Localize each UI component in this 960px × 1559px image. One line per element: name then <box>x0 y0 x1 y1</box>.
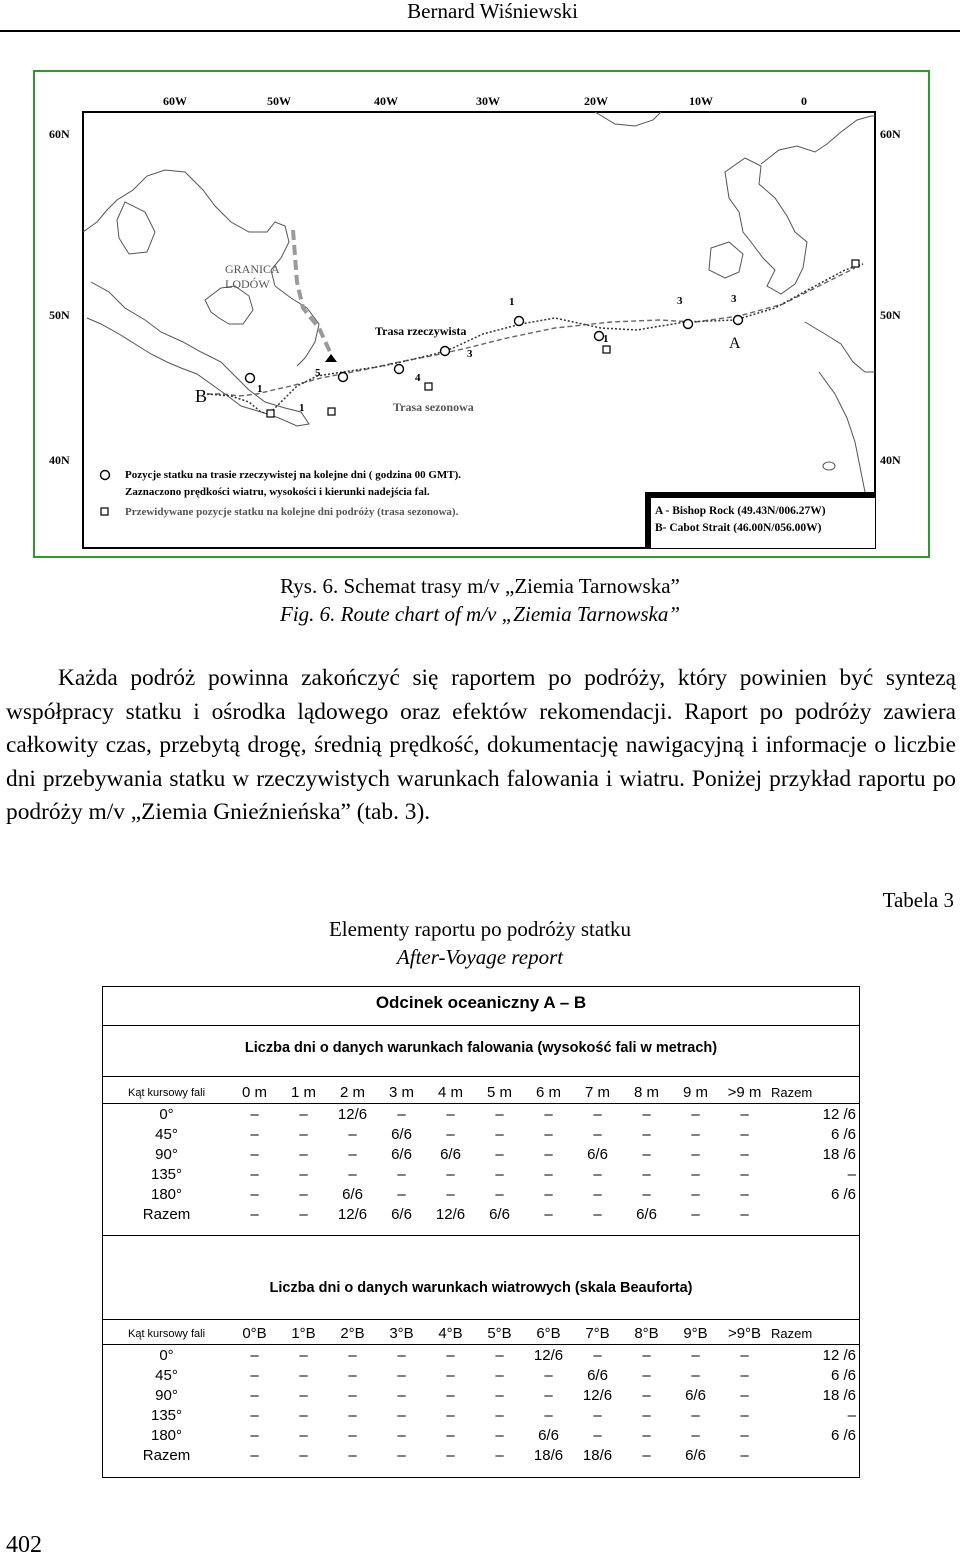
table-cell: 6/6 <box>489 1205 510 1223</box>
row-label: 45° <box>155 1125 178 1143</box>
table-cell: – <box>446 1165 455 1183</box>
lon-label-0: 0 <box>801 94 807 108</box>
column-header: 8 m <box>622 1082 671 1104</box>
table-cell: – <box>446 1125 455 1143</box>
figure-caption-en: Fig. 6. Route chart of m/v „Ziemia Tarnowska” <box>280 602 680 626</box>
table-cell <box>769 1204 859 1224</box>
table-cell: 18/6 <box>582 1446 613 1464</box>
table-cell: – <box>250 1125 259 1143</box>
table-cell: – <box>593 1165 602 1183</box>
table-cell: 6 /6 <box>830 1366 856 1384</box>
table-cell: – <box>495 1446 504 1464</box>
column-header: 9°B <box>671 1323 720 1345</box>
table-cell: – <box>544 1165 553 1183</box>
actual-route-label: Trasa rzeczywista <box>375 324 467 338</box>
route-map <box>35 72 928 556</box>
row-label: 135° <box>150 1406 183 1424</box>
table-cell: – <box>740 1366 749 1384</box>
row-label: Razem <box>142 1205 191 1223</box>
column-header: 5 m <box>475 1082 524 1104</box>
table-header-row <box>103 1082 859 1104</box>
table-number-label: Tabela 3 <box>882 888 954 912</box>
table-cell: – <box>446 1366 455 1384</box>
column-header: 0°B <box>230 1323 279 1345</box>
wave-table <box>103 1082 859 1224</box>
table-cell: – <box>593 1346 602 1364</box>
table-row <box>103 1445 859 1465</box>
table-cell: – <box>446 1386 455 1404</box>
coastlines <box>83 112 875 512</box>
column-header: 6 m <box>524 1082 573 1104</box>
lon-label-40w: 40W <box>374 94 398 108</box>
svg-text:1: 1 <box>257 383 263 395</box>
table-cell: – <box>348 1145 357 1163</box>
column-header: 1°B <box>279 1323 328 1345</box>
table-cell: – <box>348 1446 357 1464</box>
table-cell: – <box>397 1426 406 1444</box>
table-row <box>103 1124 859 1144</box>
column-header: 6°B <box>524 1323 573 1345</box>
column-header: 3 m <box>377 1082 426 1104</box>
table-row <box>103 1425 859 1445</box>
table-cell: – <box>495 1366 504 1384</box>
table-cell: – <box>397 1165 406 1183</box>
table-cell: 12 /6 <box>822 1346 856 1364</box>
table-header-row <box>103 1323 859 1345</box>
column-header: 3°B <box>377 1323 426 1345</box>
table-cell: – <box>397 1346 406 1364</box>
seasonal-route-label: Trasa sezonowa <box>393 400 474 414</box>
table-cell: – <box>593 1105 602 1123</box>
row-label: 90° <box>155 1145 178 1163</box>
table-cell: – <box>250 1386 259 1404</box>
svg-text:3: 3 <box>467 348 473 360</box>
table-cell: 12 /6 <box>822 1105 856 1123</box>
table-cell: – <box>740 1185 749 1203</box>
table-cell: 6 /6 <box>830 1426 856 1444</box>
legend-seasonal-icon <box>101 508 108 515</box>
table-cell: – <box>740 1205 749 1223</box>
table-cell: – <box>495 1185 504 1203</box>
row-label: 0° <box>159 1346 174 1364</box>
table-cell: – <box>299 1406 308 1424</box>
wind-marks <box>257 293 737 414</box>
table-cell: – <box>740 1426 749 1444</box>
table-title-en: After-Voyage report <box>396 945 564 969</box>
table-cell: 12/6 <box>533 1346 564 1364</box>
table-cell: – <box>250 1426 259 1444</box>
table-cell: 6/6 <box>342 1185 363 1203</box>
table-row <box>103 1345 859 1366</box>
figure-caption-pl: Rys. 6. Schemat trasy m/v „Ziemia Tarnowska” <box>280 574 680 598</box>
actual-route <box>207 264 863 414</box>
table-cell: – <box>642 1446 651 1464</box>
table-cell: – <box>446 1426 455 1444</box>
table-cell: – <box>740 1446 749 1464</box>
table-cell: – <box>495 1386 504 1404</box>
row-label: 180° <box>150 1426 183 1444</box>
table-cell: – <box>250 1105 259 1123</box>
table-cell: – <box>250 1366 259 1384</box>
table-cell: – <box>446 1446 455 1464</box>
table-cell: 18 /6 <box>822 1145 856 1163</box>
table-cell: 6/6 <box>538 1426 559 1444</box>
table-cell: – <box>299 1145 308 1163</box>
table-cell: – <box>250 1446 259 1464</box>
table-cell: – <box>642 1185 651 1203</box>
table-cell: – <box>446 1105 455 1123</box>
table-cell: – <box>691 1145 700 1163</box>
table-cell: – <box>299 1346 308 1364</box>
wind-table <box>103 1323 859 1465</box>
table-cell: – <box>691 1406 700 1424</box>
table-cell: – <box>593 1125 602 1143</box>
row-label: 45° <box>155 1366 178 1384</box>
column-header: 4 m <box>426 1082 475 1104</box>
seasonal-route-positions <box>267 260 859 417</box>
table-cell: – <box>250 1165 259 1183</box>
table-cell: – <box>299 1125 308 1143</box>
table-cell: – <box>299 1426 308 1444</box>
table-cell: 12/6 <box>337 1105 368 1123</box>
table-cell: – <box>397 1446 406 1464</box>
table-cell: – <box>740 1346 749 1364</box>
column-header: Kąt kursowy fali <box>103 1082 230 1104</box>
lon-label-10w: 10W <box>689 94 713 108</box>
table-cell: – <box>740 1386 749 1404</box>
column-header: 7 m <box>573 1082 622 1104</box>
table-cell: – <box>299 1105 308 1123</box>
table-cell: – <box>593 1406 602 1424</box>
table-cell: 12/6 <box>435 1205 466 1223</box>
wave-table-body <box>103 1082 859 1224</box>
table-cell: – <box>544 1105 553 1123</box>
table-row <box>103 1385 859 1405</box>
svg-text:4: 4 <box>415 372 421 384</box>
table-cell: 6 /6 <box>830 1185 856 1203</box>
table-cell: – <box>740 1165 749 1183</box>
row-label: 180° <box>150 1185 183 1203</box>
table-cell: – <box>740 1145 749 1163</box>
column-header: >9°B <box>720 1323 769 1345</box>
svg-text:3: 3 <box>677 295 683 307</box>
table-cell: – <box>593 1185 602 1203</box>
lon-label-50w: 50W <box>267 94 291 108</box>
column-header: Kąt kursowy fali <box>103 1323 230 1345</box>
lat-label-40n-right: 40N <box>880 453 901 467</box>
table-cell: 6/6 <box>391 1205 412 1223</box>
table-cell: 6/6 <box>636 1205 657 1223</box>
table-cell: 12/6 <box>582 1386 613 1404</box>
table-cell: – <box>348 1366 357 1384</box>
table-cell: – <box>691 1205 700 1223</box>
table-cell: – <box>495 1406 504 1424</box>
table-cell: – <box>642 1366 651 1384</box>
table-cell: – <box>691 1346 700 1364</box>
route-chart-figure <box>33 70 930 558</box>
table-cell: 18/6 <box>533 1446 564 1464</box>
table-row <box>103 1164 859 1184</box>
table-cell: 6 /6 <box>830 1125 856 1143</box>
table-cell: – <box>446 1185 455 1203</box>
row-label: Razem <box>142 1446 191 1464</box>
table-cell: – <box>544 1386 553 1404</box>
section-title: Odcinek oceaniczny A – B <box>375 993 587 1012</box>
column-header: 1 m <box>279 1082 328 1104</box>
table-cell: 6/6 <box>391 1125 412 1143</box>
page-number: 402 <box>6 1532 42 1558</box>
point-a-label: A <box>729 335 741 352</box>
column-header: 0 m <box>230 1082 279 1104</box>
table-cell: – <box>495 1346 504 1364</box>
table-cell: – <box>397 1406 406 1424</box>
table-cell: 18 /6 <box>822 1386 856 1404</box>
table-cell: 12/6 <box>337 1205 368 1223</box>
wave-section-title: Liczba dni o danych warunkach falowania (wysokość fali w metrach) <box>244 1040 718 1056</box>
point-b-label: B <box>195 386 208 406</box>
table-cell: – <box>740 1105 749 1123</box>
ice-limit-label-line1: GRANICA <box>225 262 280 276</box>
lat-label-60n-left: 60N <box>49 127 70 141</box>
svg-text:1: 1 <box>603 333 609 345</box>
table-cell: – <box>544 1406 553 1424</box>
legend-line-2: Zaznaczono prędkości wiatru, wysokości i kierunki nadejścia fal. <box>125 486 430 498</box>
legend-line-3: Przewidywane pozycje statku na kolejne dni podróży (trasa sezonowa). <box>125 506 459 518</box>
table-cell: – <box>593 1205 602 1223</box>
svg-text:1: 1 <box>299 402 305 414</box>
table-cell: – <box>593 1426 602 1444</box>
table-cell: – <box>740 1406 749 1424</box>
running-header <box>0 0 960 32</box>
table-row <box>103 1104 859 1125</box>
table-cell: – <box>250 1205 259 1223</box>
table-cell: – <box>740 1125 749 1143</box>
column-header: 5°B <box>475 1323 524 1345</box>
table-cell: 6/6 <box>685 1446 706 1464</box>
table-cell: – <box>299 1446 308 1464</box>
ice-limit-label-line2: LODÓW <box>225 277 270 291</box>
lat-label-60n-right: 60N <box>880 127 901 141</box>
author-name: Bernard Wiśniewski <box>407 0 578 23</box>
table-cell: – <box>544 1125 553 1143</box>
table-cell: – <box>495 1145 504 1163</box>
column-header: 4°B <box>426 1323 475 1345</box>
column-header: 7°B <box>573 1323 622 1345</box>
seasonal-route <box>207 268 855 396</box>
lon-label-20w: 20W <box>584 94 608 108</box>
column-header: Razem <box>769 1323 859 1345</box>
table-cell: – <box>642 1125 651 1143</box>
paragraph-text: Każda podróż powinna zakończyć się raportem po podróży, który powinien być syntezą współpracy statku i ośrodka lądowego oraz efektów rekomendacji. Raport po podróży zawiera całkowity czas, przebytą drogę, średnią prędkość, dokumentację nawigacyjną i informacje o liczbie dni przebywania statku w rzeczywistych warunkach falowania i wiatru. Poniżej przykład raportu po podróży m/v „Ziemia Gnieźnieńska” (tab. 3). <box>6 665 956 825</box>
table-cell: – <box>642 1386 651 1404</box>
point-b-definition: B- Cabot Strait (46.00N/056.00W) <box>655 522 822 534</box>
row-label: 90° <box>155 1386 178 1404</box>
table-row <box>103 1204 859 1224</box>
column-header: Razem <box>769 1082 859 1104</box>
table-cell: – <box>250 1185 259 1203</box>
table-cell: – <box>250 1145 259 1163</box>
wind-table-body <box>103 1323 859 1465</box>
table-cell: 6/6 <box>440 1145 461 1163</box>
table-cell: – <box>348 1125 357 1143</box>
table-cell: – <box>495 1125 504 1143</box>
lat-label-50n-right: 50N <box>880 308 901 322</box>
table-cell: – <box>299 1386 308 1404</box>
table-cell: – <box>642 1346 651 1364</box>
legend-actual-icon <box>101 471 110 480</box>
table-cell: – <box>495 1165 504 1183</box>
lon-label-30w: 30W <box>476 94 500 108</box>
table-cell: – <box>348 1386 357 1404</box>
table-cell: – <box>250 1346 259 1364</box>
table-cell: – <box>691 1366 700 1384</box>
table-cell: – <box>544 1205 553 1223</box>
svg-text:1: 1 <box>509 296 515 308</box>
lat-label-40n-left: 40N <box>49 453 70 467</box>
svg-text:5: 5 <box>315 367 321 379</box>
table-row <box>103 1184 859 1204</box>
table-cell: – <box>348 1406 357 1424</box>
table-cell: – <box>642 1165 651 1183</box>
point-a-definition: A - Bishop Rock (49.43N/006.27W) <box>655 505 826 517</box>
table-cell: – <box>348 1426 357 1444</box>
table-cell: – <box>642 1426 651 1444</box>
column-header: 2°B <box>328 1323 377 1345</box>
table-cell: – <box>495 1105 504 1123</box>
body-paragraph <box>6 662 956 830</box>
table-cell: 6/6 <box>587 1145 608 1163</box>
svg-text:3: 3 <box>731 293 737 305</box>
table-cell: – <box>847 1165 856 1183</box>
table-cell <box>769 1445 859 1465</box>
table-cell: – <box>847 1406 856 1424</box>
ice-limit-line <box>293 230 331 354</box>
table-cell: – <box>544 1145 553 1163</box>
wind-section-title: Liczba dni o danych warunkach wiatrowych (skala Beauforta) <box>269 1280 693 1296</box>
table-cell: 6/6 <box>685 1386 706 1404</box>
table-cell: – <box>299 1205 308 1223</box>
table-cell: – <box>250 1406 259 1424</box>
legend-line-1: Pozycje statku na trasie rzeczywistej na kolejne dni ( godzina 00 GMT). <box>125 469 462 481</box>
table-cell: 6/6 <box>587 1366 608 1384</box>
table-cell: – <box>446 1406 455 1424</box>
table-row <box>103 1144 859 1164</box>
table-cell: – <box>348 1165 357 1183</box>
table-cell: – <box>397 1366 406 1384</box>
table-row <box>103 1365 859 1385</box>
table-cell: – <box>642 1145 651 1163</box>
table-cell: – <box>397 1185 406 1203</box>
lon-label-60w: 60W <box>163 94 187 108</box>
table-cell: – <box>642 1406 651 1424</box>
table-row <box>103 1405 859 1425</box>
table-cell: – <box>299 1165 308 1183</box>
table-cell: – <box>397 1386 406 1404</box>
row-label: 0° <box>159 1105 174 1123</box>
table-cell: – <box>544 1366 553 1384</box>
table-cell: – <box>299 1185 308 1203</box>
table-cell: – <box>691 1125 700 1143</box>
table-title-pl: Elementy raportu po podróży statku <box>328 917 632 941</box>
column-header: >9 m <box>720 1082 769 1104</box>
table-cell: – <box>642 1105 651 1123</box>
ice-limit-arrow-icon <box>325 354 337 362</box>
table-cell: – <box>544 1185 553 1203</box>
table-cell: – <box>299 1366 308 1384</box>
table-cell: – <box>691 1105 700 1123</box>
table-cell: – <box>446 1346 455 1364</box>
map-frame <box>83 112 875 548</box>
table-cell: – <box>348 1346 357 1364</box>
row-label: 135° <box>150 1165 183 1183</box>
column-header: 2 m <box>328 1082 377 1104</box>
column-header: 8°B <box>622 1323 671 1345</box>
after-voyage-report-table <box>102 986 860 1478</box>
table-cell: – <box>495 1426 504 1444</box>
column-header: 9 m <box>671 1082 720 1104</box>
table-cell: 6/6 <box>391 1145 412 1163</box>
table-cell: – <box>691 1185 700 1203</box>
table-cell: – <box>691 1165 700 1183</box>
lat-label-50n-left: 50N <box>49 308 70 322</box>
table-cell: – <box>691 1426 700 1444</box>
table-cell: – <box>397 1105 406 1123</box>
